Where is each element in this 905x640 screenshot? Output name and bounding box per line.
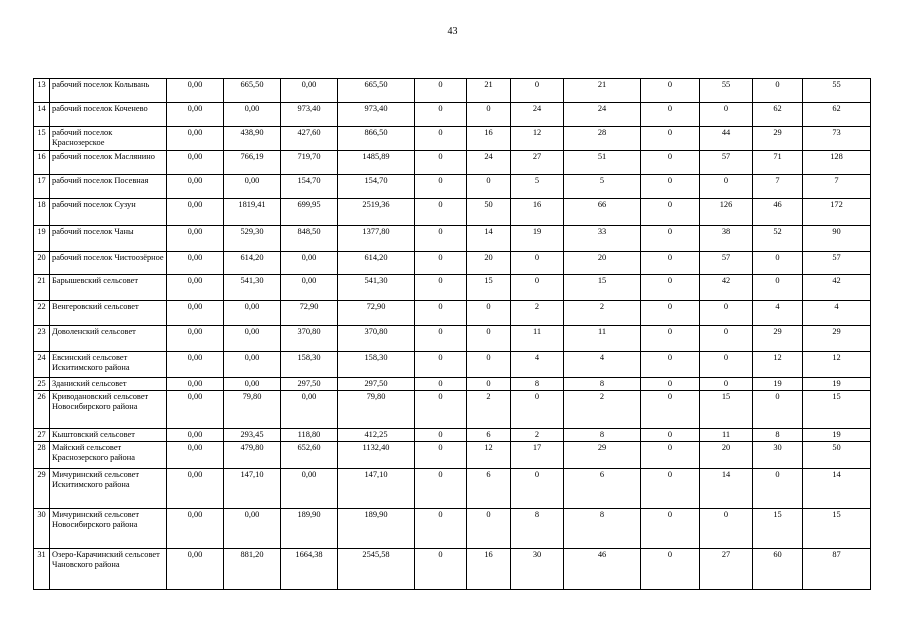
value-cell: 0 — [415, 103, 467, 127]
value-cell: 0,00 — [167, 252, 224, 275]
municipality-name: Доволенский сельсовет — [50, 326, 167, 352]
value-cell: 20 — [467, 252, 511, 275]
value-cell: 5 — [511, 175, 564, 199]
value-cell: 8 — [511, 509, 564, 549]
value-cell: 766,19 — [224, 151, 281, 175]
municipality-name: рабочий поселок Чаны — [50, 226, 167, 252]
value-cell: 0,00 — [281, 275, 338, 301]
table-row — [34, 226, 871, 252]
value-cell: 62 — [753, 103, 803, 127]
value-cell: 1819,41 — [224, 199, 281, 226]
value-cell: 0 — [415, 127, 467, 151]
value-cell: 0 — [415, 199, 467, 226]
value-cell: 189,90 — [338, 509, 415, 549]
value-cell: 541,30 — [224, 275, 281, 301]
value-cell: 0,00 — [167, 301, 224, 326]
municipality-name: Зданиский сельсовет — [50, 378, 167, 391]
value-cell: 0 — [700, 378, 753, 391]
value-cell: 0 — [415, 275, 467, 301]
value-cell: 29 — [753, 127, 803, 151]
value-cell: 0 — [641, 103, 700, 127]
row-number: 18 — [34, 199, 50, 226]
value-cell: 0 — [700, 326, 753, 352]
table-row — [34, 509, 871, 549]
value-cell: 8 — [564, 509, 641, 549]
value-cell: 0,00 — [281, 469, 338, 509]
value-cell: 0 — [415, 175, 467, 199]
value-cell: 0,00 — [224, 326, 281, 352]
value-cell: 0,00 — [167, 79, 224, 103]
value-cell: 30 — [753, 442, 803, 469]
value-cell: 19 — [803, 429, 871, 442]
value-cell: 0 — [511, 469, 564, 509]
value-cell: 29 — [803, 326, 871, 352]
row-number: 21 — [34, 275, 50, 301]
value-cell: 46 — [564, 549, 641, 590]
value-cell: 0 — [641, 391, 700, 429]
table-row — [34, 549, 871, 590]
value-cell: 57 — [700, 151, 753, 175]
value-cell: 4 — [564, 352, 641, 378]
value-cell: 973,40 — [281, 103, 338, 127]
municipality-name: рабочий поселок Краснозерское — [50, 127, 167, 151]
row-number: 31 — [34, 549, 50, 590]
value-cell: 0 — [467, 326, 511, 352]
value-cell: 51 — [564, 151, 641, 175]
value-cell: 28 — [564, 127, 641, 151]
value-cell: 0 — [511, 252, 564, 275]
value-cell: 0,00 — [281, 391, 338, 429]
row-number: 28 — [34, 442, 50, 469]
value-cell: 1485,89 — [338, 151, 415, 175]
value-cell: 15 — [803, 509, 871, 549]
municipality-name: Барышевский сельсовет — [50, 275, 167, 301]
value-cell: 427,60 — [281, 127, 338, 151]
value-cell: 2 — [564, 301, 641, 326]
value-cell: 72,90 — [338, 301, 415, 326]
value-cell: 15 — [803, 391, 871, 429]
value-cell: 126 — [700, 199, 753, 226]
value-cell: 71 — [753, 151, 803, 175]
value-cell: 0 — [415, 352, 467, 378]
municipality-name: рабочий поселок Маслянино — [50, 151, 167, 175]
table-row — [34, 175, 871, 199]
value-cell: 8 — [753, 429, 803, 442]
value-cell: 0 — [641, 429, 700, 442]
value-cell: 0 — [641, 151, 700, 175]
value-cell: 11 — [564, 326, 641, 352]
value-cell: 73 — [803, 127, 871, 151]
value-cell: 118,80 — [281, 429, 338, 442]
municipality-name: Мичуринский сельсовет Искитимского района — [50, 469, 167, 509]
value-cell: 0 — [511, 391, 564, 429]
municipality-name: рабочий поселок Чистоозёрное — [50, 252, 167, 275]
value-cell: 0 — [467, 352, 511, 378]
value-cell: 52 — [753, 226, 803, 252]
value-cell: 0 — [641, 175, 700, 199]
municipality-name: Майский сельсовет Краснозерского района — [50, 442, 167, 469]
value-cell: 30 — [511, 549, 564, 590]
value-cell: 1377,80 — [338, 226, 415, 252]
value-cell: 20 — [564, 252, 641, 275]
value-cell: 0 — [415, 391, 467, 429]
municipality-name: Кыштовский сельсовет — [50, 429, 167, 442]
value-cell: 0 — [641, 549, 700, 590]
value-cell: 665,50 — [338, 79, 415, 103]
value-cell: 72,90 — [281, 301, 338, 326]
value-cell: 529,30 — [224, 226, 281, 252]
value-cell: 79,80 — [338, 391, 415, 429]
value-cell: 0,00 — [167, 151, 224, 175]
value-cell: 0 — [700, 301, 753, 326]
value-cell: 0 — [511, 79, 564, 103]
value-cell: 90 — [803, 226, 871, 252]
value-cell: 42 — [700, 275, 753, 301]
row-number: 13 — [34, 79, 50, 103]
value-cell: 42 — [803, 275, 871, 301]
row-number: 23 — [34, 326, 50, 352]
value-cell: 19 — [753, 378, 803, 391]
value-cell: 0,00 — [167, 275, 224, 301]
value-cell: 16 — [467, 127, 511, 151]
value-cell: 15 — [700, 391, 753, 429]
value-cell: 0 — [415, 442, 467, 469]
value-cell: 24 — [564, 103, 641, 127]
value-cell: 2 — [511, 429, 564, 442]
table-row — [34, 469, 871, 509]
value-cell: 12 — [511, 127, 564, 151]
value-cell: 0 — [753, 391, 803, 429]
row-number: 16 — [34, 151, 50, 175]
value-cell: 0,00 — [167, 226, 224, 252]
value-cell: 370,80 — [281, 326, 338, 352]
value-cell: 21 — [564, 79, 641, 103]
data-table — [33, 78, 871, 590]
value-cell: 8 — [564, 429, 641, 442]
value-cell: 0 — [753, 275, 803, 301]
value-cell: 2519,36 — [338, 199, 415, 226]
value-cell: 15 — [753, 509, 803, 549]
row-number: 29 — [34, 469, 50, 509]
value-cell: 665,50 — [224, 79, 281, 103]
value-cell: 0 — [641, 301, 700, 326]
row-number: 20 — [34, 252, 50, 275]
value-cell: 15 — [467, 275, 511, 301]
municipality-name: Мичуринский сельсовет Новосибирского района — [50, 509, 167, 549]
municipality-name: рабочий поселок Колывань — [50, 79, 167, 103]
value-cell: 60 — [753, 549, 803, 590]
value-cell: 20 — [700, 442, 753, 469]
value-cell: 158,30 — [338, 352, 415, 378]
table-row — [34, 378, 871, 391]
table-row — [34, 127, 871, 151]
value-cell: 147,10 — [338, 469, 415, 509]
value-cell: 0 — [415, 79, 467, 103]
value-cell: 0,00 — [167, 352, 224, 378]
municipality-name: Евсинский сельсовет Искитимского района — [50, 352, 167, 378]
value-cell: 0 — [467, 103, 511, 127]
value-cell: 438,90 — [224, 127, 281, 151]
value-cell: 0 — [415, 301, 467, 326]
value-cell: 0 — [467, 301, 511, 326]
value-cell: 7 — [803, 175, 871, 199]
value-cell: 0 — [415, 469, 467, 509]
value-cell: 0 — [641, 378, 700, 391]
value-cell: 0 — [641, 326, 700, 352]
value-cell: 0,00 — [224, 103, 281, 127]
value-cell: 50 — [803, 442, 871, 469]
value-cell: 38 — [700, 226, 753, 252]
value-cell: 12 — [803, 352, 871, 378]
value-cell: 15 — [564, 275, 641, 301]
value-cell: 0 — [415, 151, 467, 175]
value-cell: 412,25 — [338, 429, 415, 442]
value-cell: 5 — [564, 175, 641, 199]
page-number: 43 — [447, 26, 458, 37]
row-number: 26 — [34, 391, 50, 429]
value-cell: 0 — [415, 509, 467, 549]
value-cell: 29 — [753, 326, 803, 352]
value-cell: 0 — [467, 509, 511, 549]
value-cell: 0 — [641, 79, 700, 103]
value-cell: 0,00 — [167, 127, 224, 151]
value-cell: 33 — [564, 226, 641, 252]
value-cell: 6 — [467, 429, 511, 442]
value-cell: 7 — [753, 175, 803, 199]
table-row — [34, 326, 871, 352]
row-number: 22 — [34, 301, 50, 326]
value-cell: 0 — [700, 509, 753, 549]
value-cell: 0 — [700, 175, 753, 199]
value-cell: 2 — [511, 301, 564, 326]
value-cell: 57 — [700, 252, 753, 275]
value-cell: 0,00 — [167, 429, 224, 442]
value-cell: 14 — [700, 469, 753, 509]
value-cell: 27 — [511, 151, 564, 175]
value-cell: 12 — [467, 442, 511, 469]
value-cell: 0 — [467, 378, 511, 391]
table-row — [34, 301, 871, 326]
value-cell: 297,50 — [338, 378, 415, 391]
value-cell: 8 — [564, 378, 641, 391]
municipality-name: Венгеровский сельсовет — [50, 301, 167, 326]
value-cell: 0 — [641, 127, 700, 151]
value-cell: 0 — [753, 469, 803, 509]
value-cell: 44 — [700, 127, 753, 151]
value-cell: 0,00 — [281, 79, 338, 103]
row-number: 24 — [34, 352, 50, 378]
value-cell: 11 — [511, 326, 564, 352]
value-cell: 699,95 — [281, 199, 338, 226]
value-cell: 0,00 — [281, 252, 338, 275]
value-cell: 154,70 — [338, 175, 415, 199]
value-cell: 6 — [467, 469, 511, 509]
value-cell: 0,00 — [224, 175, 281, 199]
municipality-name: Озеро-Карачинский сельсовет Чановского района — [50, 549, 167, 590]
value-cell: 1132,40 — [338, 442, 415, 469]
value-cell: 6 — [564, 469, 641, 509]
value-cell: 0 — [415, 226, 467, 252]
value-cell: 0 — [641, 275, 700, 301]
value-cell: 16 — [467, 549, 511, 590]
value-cell: 0 — [641, 226, 700, 252]
value-cell: 87 — [803, 549, 871, 590]
value-cell: 46 — [753, 199, 803, 226]
value-cell: 158,30 — [281, 352, 338, 378]
value-cell: 0 — [753, 79, 803, 103]
value-cell: 0,00 — [167, 103, 224, 127]
value-cell: 2545,58 — [338, 549, 415, 590]
value-cell: 50 — [467, 199, 511, 226]
value-cell: 0 — [415, 326, 467, 352]
value-cell: 147,10 — [224, 469, 281, 509]
table-row — [34, 391, 871, 429]
value-cell: 62 — [803, 103, 871, 127]
value-cell: 0,00 — [167, 326, 224, 352]
value-cell: 0 — [415, 378, 467, 391]
value-cell: 4 — [803, 301, 871, 326]
value-cell: 973,40 — [338, 103, 415, 127]
value-cell: 0,00 — [167, 175, 224, 199]
value-cell: 0 — [467, 175, 511, 199]
value-cell: 17 — [511, 442, 564, 469]
table-row — [34, 199, 871, 226]
value-cell: 0,00 — [167, 469, 224, 509]
value-cell: 0 — [753, 252, 803, 275]
value-cell: 4 — [511, 352, 564, 378]
value-cell: 0,00 — [167, 442, 224, 469]
value-cell: 0,00 — [167, 378, 224, 391]
value-cell: 866,50 — [338, 127, 415, 151]
municipality-name: рабочий поселок Коченево — [50, 103, 167, 127]
value-cell: 0 — [415, 549, 467, 590]
value-cell: 1664,38 — [281, 549, 338, 590]
value-cell: 21 — [467, 79, 511, 103]
value-cell: 0,00 — [167, 199, 224, 226]
table-row — [34, 103, 871, 127]
value-cell: 848,50 — [281, 226, 338, 252]
value-cell: 0 — [415, 429, 467, 442]
value-cell: 19 — [803, 378, 871, 391]
value-cell: 0 — [641, 252, 700, 275]
table-row — [34, 429, 871, 442]
value-cell: 0 — [641, 469, 700, 509]
value-cell: 0 — [641, 352, 700, 378]
row-number: 30 — [34, 509, 50, 549]
value-cell: 0,00 — [167, 509, 224, 549]
value-cell: 0,00 — [224, 352, 281, 378]
row-number: 27 — [34, 429, 50, 442]
value-cell: 0 — [700, 352, 753, 378]
value-cell: 0 — [511, 275, 564, 301]
value-cell: 19 — [511, 226, 564, 252]
value-cell: 719,70 — [281, 151, 338, 175]
value-cell: 614,20 — [224, 252, 281, 275]
table-row — [34, 275, 871, 301]
value-cell: 55 — [700, 79, 753, 103]
value-cell: 8 — [511, 378, 564, 391]
value-cell: 154,70 — [281, 175, 338, 199]
value-cell: 479,80 — [224, 442, 281, 469]
row-number: 15 — [34, 127, 50, 151]
table-body — [34, 79, 871, 590]
value-cell: 370,80 — [338, 326, 415, 352]
value-cell: 0 — [641, 199, 700, 226]
value-cell: 0,00 — [224, 301, 281, 326]
value-cell: 29 — [564, 442, 641, 469]
value-cell: 11 — [700, 429, 753, 442]
municipality-name: Криводановский сельсовет Новосибирского района — [50, 391, 167, 429]
table-row — [34, 352, 871, 378]
value-cell: 0,00 — [167, 549, 224, 590]
value-cell: 24 — [467, 151, 511, 175]
value-cell: 14 — [803, 469, 871, 509]
value-cell: 172 — [803, 199, 871, 226]
table-row — [34, 442, 871, 469]
value-cell: 4 — [753, 301, 803, 326]
value-cell: 2 — [564, 391, 641, 429]
value-cell: 0,00 — [224, 378, 281, 391]
row-number: 14 — [34, 103, 50, 127]
table-row — [34, 79, 871, 103]
value-cell: 14 — [467, 226, 511, 252]
municipality-name: рабочий поселок Сузун — [50, 199, 167, 226]
value-cell: 293,45 — [224, 429, 281, 442]
row-number: 17 — [34, 175, 50, 199]
municipality-name: рабочий поселок Посевная — [50, 175, 167, 199]
value-cell: 128 — [803, 151, 871, 175]
value-cell: 55 — [803, 79, 871, 103]
value-cell: 2 — [467, 391, 511, 429]
value-cell: 16 — [511, 199, 564, 226]
table-row — [34, 252, 871, 275]
value-cell: 57 — [803, 252, 871, 275]
value-cell: 12 — [753, 352, 803, 378]
value-cell: 541,30 — [338, 275, 415, 301]
value-cell: 0 — [641, 442, 700, 469]
value-cell: 79,80 — [224, 391, 281, 429]
value-cell: 881,20 — [224, 549, 281, 590]
value-cell: 0 — [415, 252, 467, 275]
value-cell: 0,00 — [167, 391, 224, 429]
value-cell: 24 — [511, 103, 564, 127]
value-cell: 189,90 — [281, 509, 338, 549]
value-cell: 297,50 — [281, 378, 338, 391]
row-number: 25 — [34, 378, 50, 391]
row-number: 19 — [34, 226, 50, 252]
table-row — [34, 151, 871, 175]
value-cell: 0,00 — [224, 509, 281, 549]
value-cell: 652,60 — [281, 442, 338, 469]
value-cell: 0 — [700, 103, 753, 127]
value-cell: 614,20 — [338, 252, 415, 275]
value-cell: 66 — [564, 199, 641, 226]
value-cell: 27 — [700, 549, 753, 590]
value-cell: 0 — [641, 509, 700, 549]
